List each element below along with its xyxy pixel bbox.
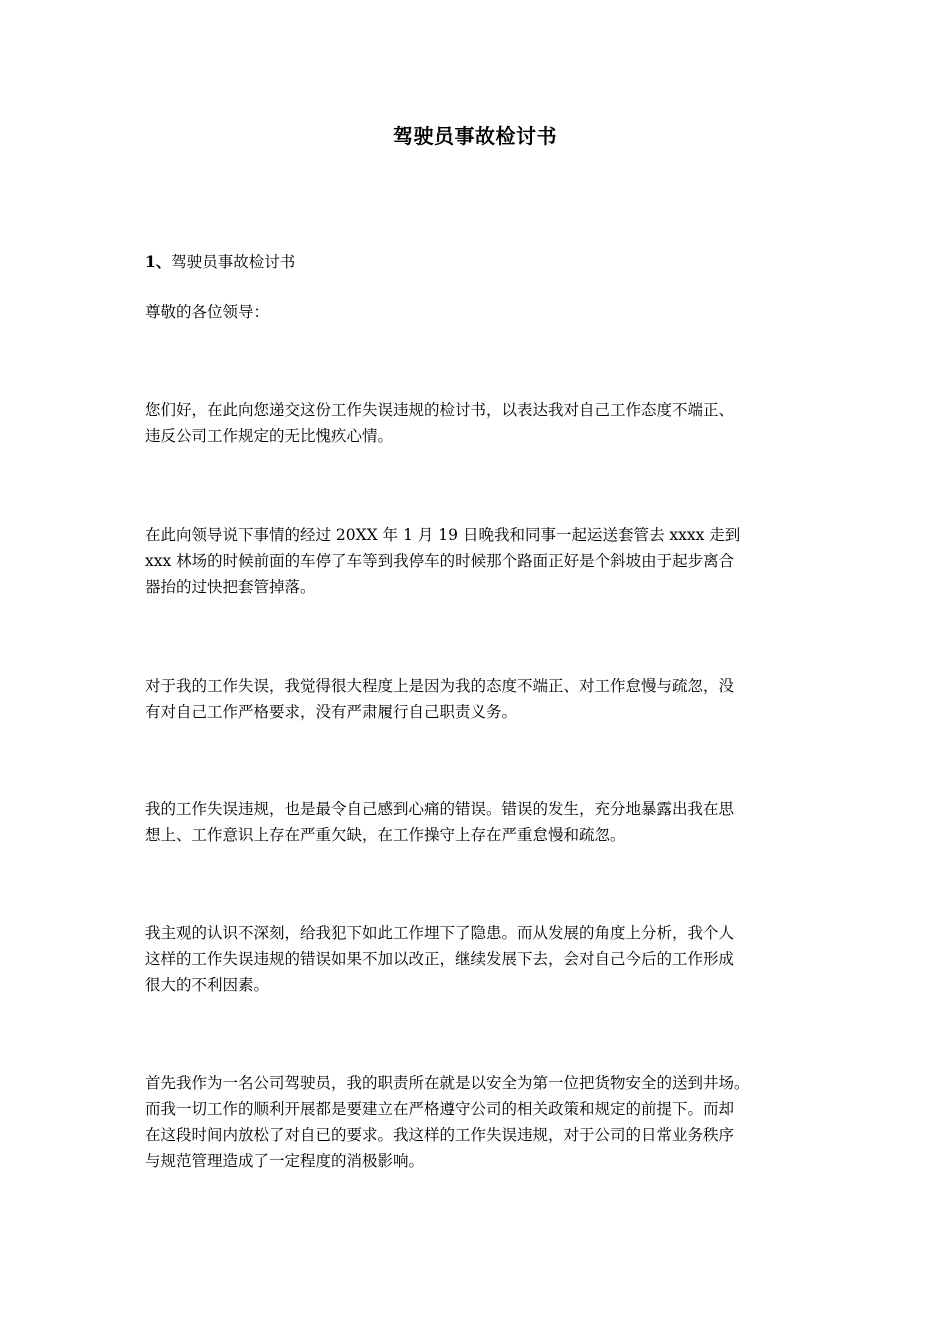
paragraph-line: 我的工作失误违规，也是最令自己感到心痛的错误。错误的发生，充分地暴露出我在思 <box>145 800 735 818</box>
salutation: 尊敬的各位领导： <box>145 303 270 321</box>
section-number: 1、 <box>145 252 172 271</box>
paragraph-line: 这样的工作失误违规的错误如果不加以改正，继续发展下去，会对自己今后的工作形成 <box>145 950 735 968</box>
paragraph-line: 有对自己工作严格要求，没有严肃履行自己职责义务。 <box>145 703 518 721</box>
document-title: 驾驶员事故检讨书 <box>393 124 557 148</box>
paragraph-line: 想上、工作意识上存在严重欠缺，在工作操守上存在严重怠慢和疏忽。 <box>145 826 626 844</box>
paragraph-line: 器抬的过快把套管掉落。 <box>145 578 316 596</box>
paragraph-line: 很大的不利因素。 <box>145 976 270 994</box>
paragraph-1 <box>145 397 825 449</box>
section-heading <box>145 249 825 275</box>
paragraph-line: 而我一切工作的顺利开展都是要建立在严格遵守公司的相关政策和规定的前提下。而却 <box>145 1100 735 1118</box>
paragraph-3 <box>145 673 825 725</box>
paragraph-line: 首先我作为一名公司驾驶员，我的职责所在就是以安全为第一位把货物安全的送到井场。 <box>145 1074 750 1092</box>
paragraph-line: 对于我的工作失误，我觉得很大程度上是因为我的态度不端正、对工作怠慢与疏忽，没 <box>145 677 735 695</box>
paragraph-6 <box>145 1070 825 1174</box>
paragraph-line: 您们好，在此向您递交这份工作失误违规的检讨书，以表达我对自己工作态度不端正、 <box>145 401 735 419</box>
paragraph-line: 我主观的认识不深刻，给我犯下如此工作埋下了隐患。而从发展的角度上分析，我个人 <box>145 924 735 942</box>
paragraph-line: xxx 林场的时候前面的车停了车等到我停车的时候那个路面正好是个斜坡由于起步离合 <box>145 552 735 570</box>
paragraph-line: 与规范管理造成了一定程度的消极影响。 <box>145 1152 425 1170</box>
paragraph-line: 违反公司工作规定的无比愧疚心情。 <box>145 427 394 445</box>
section-heading-text: 驾驶员事故检讨书 <box>171 253 296 271</box>
paragraph-4 <box>145 796 825 848</box>
paragraph-line: 在此向领导说下事情的经过 20XX 年 1 月 19 日晚我和同事一起运送套管去 xxxx 走到 <box>145 526 741 544</box>
paragraph-2 <box>145 522 825 600</box>
paragraph-5 <box>145 920 825 998</box>
paragraph-line: 在这段时间内放松了对自已的要求。我这样的工作失误违规，对于公司的日常业务秩序 <box>145 1126 735 1144</box>
